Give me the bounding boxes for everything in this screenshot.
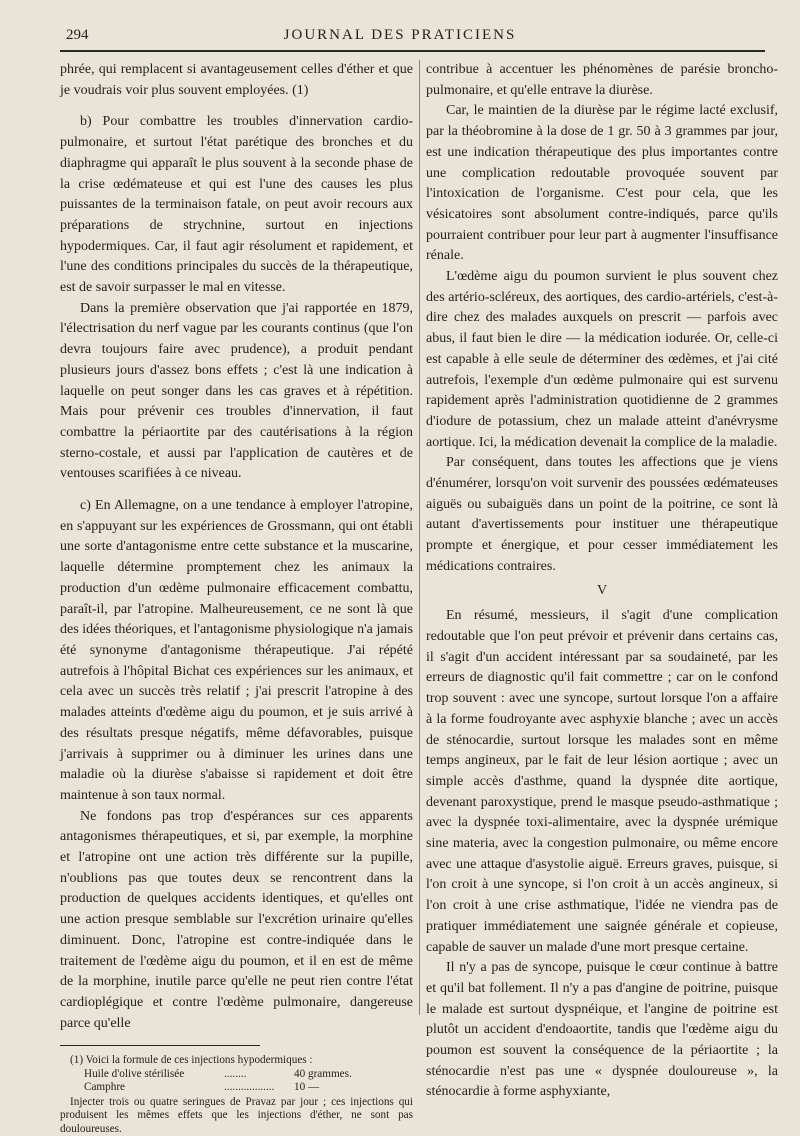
paragraph: c) En Allemagne, on a une tendance à employer l'atropine, en s'appuyant sur les expériences de Grossmann, qui ont établi une sorte d'antagonisme entre cette substance et la muscarine, laquelle détermine promptement chez les animaux la production d'un œdème pulmonaire efficacement combattu, paraît-il, par l'atropine. Malheureusement, ce ne sont là que des idées théoriques, et l'antagonisme physiologique n'a jamais été synonyme d'antagonisme thérapeutique. J'ai répété autrefois à l'hôpital Bichat ces expériences sur les animaux, et cela avec un succès très relatif ; j'ai prescrit l'atropine à des malades atteints d'œdème aigu du poumon, et je suis arrivé à des résultats presque négatifs, même défavorables, puisque j'arrivais à supprimer ou à diminuer les urines dans une maladie où la diurèse s'abaisse si rapidement et doit être maintenue à son taux normal. [60,498,413,803]
paragraph: L'œdème aigu du poumon survient le plus souvent chez des artério-scléreux, des aortiques, des cardio-artériels, c'est-à-dire chez des malades auxquels on prescrit — parfois avec abus, il faut bien le dire — la médication iodurée. Or, celle-ci est capable à elle seule de déterminer des œdèmes, et j'ai cité autrefois, l'exemple d'un œdème pulmonaire qui est survenu rapidement après l'administration quotidienne de 2 grammes d'iodure de potassium, chez un malade atteint d'anévrysme aortique. Ici, la médication devenait la complice de la maladie. [426,269,778,450]
formula-quantity: 10 — [294,1081,320,1094]
paragraph: b) Pour combattre les troubles d'innervation cardio-pulmonaire, et surtout l'état parétique des bronches et du diaphragme qui apparaît le plus souvent à la seconde phase de la crise œdémateuse et qui est l'une des causes les plus puissantes de la terminaison fatale, on peut avoir recours aux préparations de strychnine, surtout en injections hypodermiques. Car, il faut agir résolument et rapidement, et l'une des conditions principales du succès de la thérapeutique, est de savoir surpasser le mal en vitesse. [60,114,413,296]
footnote [60,1054,413,1136]
paragraph: Dans la première observation que j'ai rapportée en 1879, l'électrisation du nerf vague par les courants continus (que l'on devra toujours faire avec prudence), a produit pendant plusieurs jours d'assez bons effets ; c'est là une indication à laquelle on peut songer dans les cas graves et à répétition. Mais pour prévenir ces troubles d'innervation, il faut combattre la périaortite par des cautérisations à la région sterno-costale, et aussi par l'application de cautères et de ventouses scarifiées à ce niveau. [60,300,413,482]
formula-row [60,1081,413,1095]
page-number: 294 [66,27,89,43]
paragraph: Par conséquent, dans toutes les affections que je viens d'énumérer, lorsqu'on voit survenir des poussées œdémateuses aiguës ou subaiguës dans un point de la poitrine, ce sont là autant d'avertissements pour instituer une thérapeutique prompte et énergique, et pour cesser immédiatement les médications contraires. [426,455,778,574]
leader-dots: ........ [224,1067,247,1080]
paragraph: Il n'y a pas de syncope, puisque le cœur continue à battre et qu'il bat follement. Il n'y a pas d'angine de poitrine, puisque le malade est surtout dyspnéique, et l'angine de poitrine est plutôt un accident d'endoaortite, tandis que l'œdème aigu du poumon est souvent la conséquence de la périaortite ; la sténocardie n'est pas une « dyspnée douloureuse », la sténocardie à forme asphyxiante, [426,960,778,1100]
paragraph: En résumé, messieurs, il s'agit d'une complication redoutable que l'on peut prévoir et prévenir dans certains cas, il s'agit d'un accident intéressant par sa soudaineté, par les erreurs de diagnostic qu'il fait commettre ; car on le confond trop souvent : avec une syncope, surtout lorsque l'on a affaire à la forme foudroyante avec asphyxie blanche ; avec un accès de sténocardie, surtout lorsque les malades sont en même temps angineux, par le fait de leur lésion aortique ; avec un simple accès d'asthme, quand la dyspnée dite aortique, devenant paroxystique, prend le masque pseudo-asthmatique ; avec la dyspnée toxi-alimentaire, avec la dyspnée urémique sine materia, avec la congestion pulmonaire, ou même encore avec une attaque d'asystolie aiguë. Erreurs graves, puisque, si l'on croit à une syncope, si l'on croit à un accès angineux, si l'on croit à une crise asthmatique, l'idée ne viendra pas de pratiquer immédiatement une saignée générale et copieuse, capable de sauver un malade d'une mort presque certaine. [426,608,778,955]
section-heading: V [596,582,608,598]
column-divider [419,60,420,1015]
footnote-rule [60,1045,260,1046]
formula-row [60,1068,413,1082]
leader-dots: .................. [224,1081,275,1094]
paragraph: Car, le maintien de la diurèse par le régime lacté exclusif, par la théobromine à la dose de 1 gr. 50 à 3 grammes par jour, est une indication thérapeutique des plus importantes contre une complication redoutable provoquée souvent par l'intoxication de l'organisme. C'est pour cela, que les vésicatoires sont absolument contre-indiqués, parce qu'ils pourraient contribuer pour leur part à augmenter l'insuffisance rénale. [426,103,778,264]
footnote-note: Injecter trois ou quatre seringues de Pravaz par jour ; ces injections qui produisent les mêmes effets que les injections d'éther, ne sont pas douloureuses. [60,1095,413,1135]
left-column [60,60,413,1136]
paragraph: contribue à accentuer les phénomènes de parésie broncho-pulmonaire, et qu'elle entrave la diurèse. [426,62,778,98]
paragraph: Ne fondons pas trop d'espérances sur ces apparents antagonismes thérapeutiques, et si, par exemple, la morphine et l'atropine ont une action très différente sur la pupille, n'oublions pas que toutes deux se rencontrent dans la production de quelques accidents identiques, et qu'elles ont une action presque semblable sur l'excrétion urinaire qu'elles diminuent. Donc, l'atropine est contre-indiquée dans le traitement de l'œdème aigu du poumon, et il en est de même de la morphine, inutile parce qu'elle ne peut rien contre l'état cardioplégique et contre l'œdème pulmonaire, dangereuse parce qu'elle [60,808,413,1031]
formula-item: Camphre [84,1081,126,1094]
right-column [426,60,778,1103]
header-rule [60,50,765,52]
paragraph: phrée, qui remplacent si avantageusement celles d'éther et que je voudrais voir plus souvent employées. (1) [60,62,413,98]
footnote-intro: (1) Voici la formule de ces injections hypodermiques : [70,1054,313,1067]
running-title: JOURNAL DES PRATICIENS [283,27,517,43]
formula-quantity: 40 grammes. [294,1067,352,1080]
formula-item: Huile d'olive stérilisée [84,1067,185,1080]
